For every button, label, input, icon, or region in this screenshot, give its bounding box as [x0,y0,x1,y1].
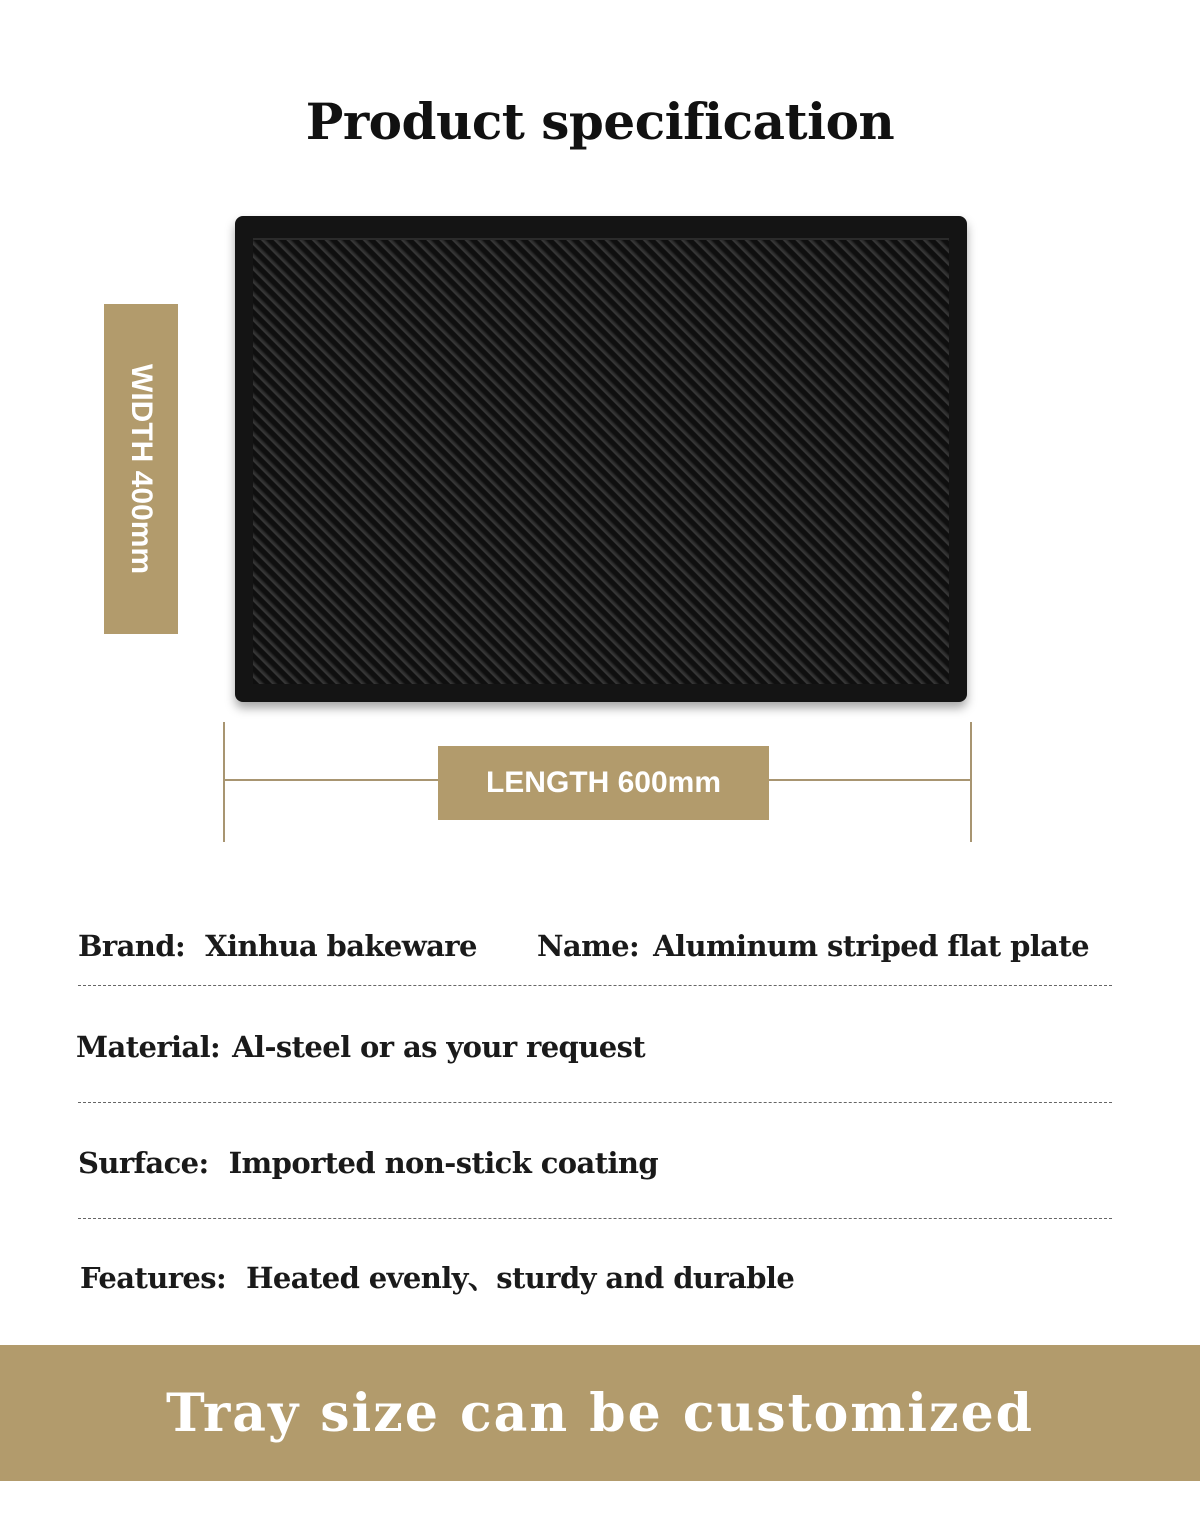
divider [78,985,1112,986]
name-value: Aluminum striped flat plate [653,929,1090,963]
spec-features [80,1256,794,1297]
features-value: Heated evenly、sturdy and durable [246,1261,795,1295]
features-label: Features: [80,1261,227,1295]
customize-banner [0,1345,1200,1481]
brand-value: Xinhua bakeware [205,929,477,963]
width-label: WIDTH 400mm [125,363,158,575]
spec-material [76,1030,645,1064]
width-badge [104,304,178,634]
page-title: Product specification [305,92,895,151]
surface-value: Imported non-stick coating [228,1146,659,1180]
dimension-tick-left [223,722,225,842]
spec-name [537,929,1089,963]
material-value: Al-steel or as your request [232,1030,646,1064]
dimension-line-left [225,779,438,781]
length-badge: LENGTH 600mm [438,746,769,820]
surface-label: Surface: [78,1146,209,1180]
dimension-line-right [769,779,970,781]
material-label: Material: [76,1030,221,1064]
tray-image [235,216,967,702]
divider [78,1102,1112,1103]
spec-surface [78,1146,658,1180]
divider [78,1218,1112,1219]
dimension-tick-right [970,722,972,842]
brand-label: Brand: [78,929,186,963]
tray-striped-surface [253,238,949,684]
banner-text: Tray size can be customized [165,1382,1035,1444]
spec-brand [78,929,477,963]
name-label: Name: [537,929,640,963]
